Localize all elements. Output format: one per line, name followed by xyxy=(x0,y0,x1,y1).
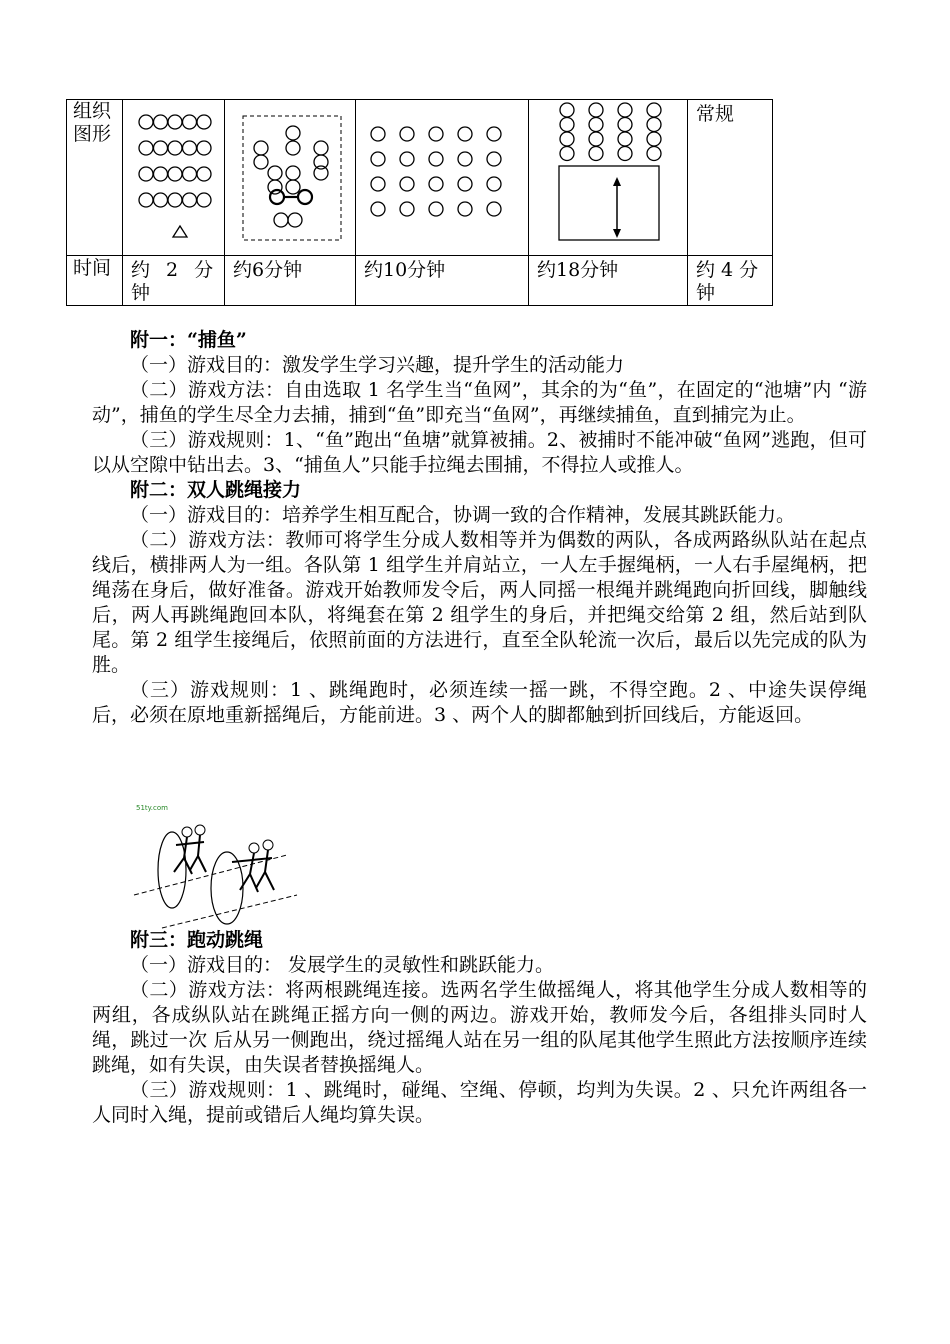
paragraph: （一）游戏目的：培养学生相互配合，协调一致的合作精神，发展其跳跃能力。 xyxy=(130,504,796,526)
student-marker xyxy=(154,115,168,129)
student-marker xyxy=(154,167,168,181)
student-marker xyxy=(429,202,443,216)
routine-cell: 常规 xyxy=(688,100,773,256)
student-marker xyxy=(589,103,603,117)
time-cell: 约6分钟 xyxy=(225,256,356,306)
organization-table xyxy=(66,99,773,306)
rope-zone xyxy=(559,166,659,240)
student-marker xyxy=(618,147,632,161)
student-marker xyxy=(618,132,632,146)
student-marker xyxy=(139,141,153,155)
student-marker xyxy=(560,118,574,132)
student-marker xyxy=(183,141,197,155)
formation-diagram-3 xyxy=(356,100,529,256)
time-cell: 约 4 分钟 xyxy=(688,256,773,306)
time-cell: 约18分钟 xyxy=(529,256,688,306)
student-marker xyxy=(458,202,472,216)
section-3 xyxy=(92,928,867,1128)
student-marker xyxy=(154,141,168,155)
image-caption: 51ty.com xyxy=(136,804,168,812)
paragraph: （三）游戏规则：1、“鱼”跑出“鱼塘”就算被捕。2、被捕时不能冲破“鱼网”逃跑，但可以从空隙中钻出去。3、“捕鱼人”只能手拉绳去围捕，不得拉人或推人。 xyxy=(92,429,867,476)
student-marker xyxy=(647,132,661,146)
section-title: 附一：“捕鱼” xyxy=(130,329,247,351)
student-marker xyxy=(168,115,182,129)
student-marker xyxy=(183,167,197,181)
paragraph: （三）游戏规则：1 、跳绳跑时，必须连续一摇一跳，不得空跑。2 、中途失误停绳后，必须在原地重新摇绳后，方能前进。3 、两个人的脚都触到折回线后，方能返回。 xyxy=(92,679,867,726)
student-marker xyxy=(197,141,211,155)
student-marker xyxy=(183,193,197,207)
student-marker xyxy=(618,103,632,117)
student-marker xyxy=(314,166,328,180)
student-marker xyxy=(314,155,328,169)
paragraph: （二）游戏方法：教师可将学生分成人数相等并为偶数的两队，各成两路纵队站在起点线后，横排两人为一组。各队第 1 组学生并肩站立，一人左手握绳柄，一人右手屋绳柄，把绳荡在身后，做好准备。游戏开始教师发令后，两人同摇一根绳并跳绳跑向折回线，脚触线后，两人再跳绳跑回本队，将绳套在第 2 组学生的身后，并把绳交给第 2 组，然后站到队尾。第 2 组学生接绳后，依照前面的方法进行，直至全队轮流一次后，最后以先完成的队为胜。 xyxy=(92,529,867,676)
student-marker xyxy=(168,193,182,207)
student-marker xyxy=(371,202,385,216)
section-1 xyxy=(92,328,867,728)
student-marker xyxy=(429,177,443,191)
student-marker xyxy=(487,127,501,141)
student-marker xyxy=(647,103,661,117)
formation-diagram-1 xyxy=(123,100,225,256)
student-marker xyxy=(429,152,443,166)
student-marker xyxy=(589,147,603,161)
student-marker xyxy=(371,152,385,166)
paragraph: （二）游戏方法：将两根跳绳连接。选两名学生做摇绳人，将其他学生分成人数相等的两组，各成纵队站在跳绳正摇方向一侧的两边。游戏开始，教师发今后，各组排头同时人绳，跳过一次 后从另一侧跑出，绕过摇绳人站在另一组的队尾其他学生照此方法按顺序连续跳绳，如有失误，由失误者替换摇绳人。 xyxy=(92,979,867,1076)
arrow-head xyxy=(613,229,621,238)
student-marker xyxy=(400,202,414,216)
student-marker xyxy=(400,177,414,191)
paragraph: （三）游戏规则：1 、跳绳时，碰绳、空绳、停顿，均判为失误。2 、只允许两组各一人同时入绳，提前或错后人绳均算失误。 xyxy=(92,1079,867,1126)
student-marker xyxy=(429,127,443,141)
paragraph: （一）游戏目的： 发展学生的灵敏性和跳跃能力。 xyxy=(130,954,555,976)
student-marker xyxy=(371,177,385,191)
student-marker xyxy=(270,190,284,204)
student-marker xyxy=(286,166,300,180)
arrow-head xyxy=(613,177,621,186)
student-marker xyxy=(647,147,661,161)
student-marker xyxy=(487,202,501,216)
student-marker xyxy=(487,177,501,191)
student-marker xyxy=(268,180,282,194)
student-marker xyxy=(183,115,197,129)
student-marker xyxy=(560,103,574,117)
student-marker xyxy=(458,127,472,141)
student-marker xyxy=(168,141,182,155)
student-marker xyxy=(314,141,328,155)
student-marker xyxy=(288,213,302,227)
student-marker xyxy=(286,141,300,155)
student-marker xyxy=(400,152,414,166)
time-cell: 约 2 分钟 xyxy=(123,256,225,306)
student-marker xyxy=(154,193,168,207)
student-marker xyxy=(298,190,312,204)
student-marker xyxy=(268,166,282,180)
student-marker xyxy=(560,132,574,146)
student-marker xyxy=(647,118,661,132)
paragraph: （一）游戏目的：激发学生学习兴趣，提升学生的活动能力 xyxy=(130,354,625,376)
student-marker xyxy=(139,193,153,207)
student-marker xyxy=(487,152,501,166)
student-marker xyxy=(197,167,211,181)
section-title: 附三：跑动跳绳 xyxy=(130,929,264,951)
time-cell: 约10分钟 xyxy=(356,256,529,306)
formation-diagram-2 xyxy=(225,100,356,256)
student-marker xyxy=(400,127,414,141)
row-label-formation: 组织图形 xyxy=(67,100,123,256)
student-marker xyxy=(458,177,472,191)
student-marker xyxy=(589,118,603,132)
student-marker xyxy=(371,127,385,141)
student-marker xyxy=(286,126,300,140)
student-marker xyxy=(618,118,632,132)
row-label-time: 时间 xyxy=(67,256,123,306)
student-marker xyxy=(139,167,153,181)
student-marker xyxy=(254,141,268,155)
student-marker xyxy=(168,167,182,181)
student-marker xyxy=(197,193,211,207)
paragraph: （二）游戏方法：自由选取 1 名学生当“鱼网”，其余的为“鱼”，在固定的“池塘”内 “游动”，捕鱼的学生尽全力去捕，捕到“鱼”即充当“鱼网”，再继续捕鱼，直到捕完为止。 xyxy=(92,379,867,426)
section-title: 附二：双人跳绳接力 xyxy=(130,479,302,501)
student-marker xyxy=(560,147,574,161)
student-marker xyxy=(286,180,300,194)
formation-diagram-4 xyxy=(529,100,688,256)
student-marker xyxy=(254,155,268,169)
student-marker xyxy=(589,132,603,146)
student-marker xyxy=(458,152,472,166)
student-marker xyxy=(139,115,153,129)
student-marker xyxy=(274,213,288,227)
teacher-marker xyxy=(173,226,187,237)
rope-jumping-illustration xyxy=(132,800,302,930)
student-marker xyxy=(197,115,211,129)
